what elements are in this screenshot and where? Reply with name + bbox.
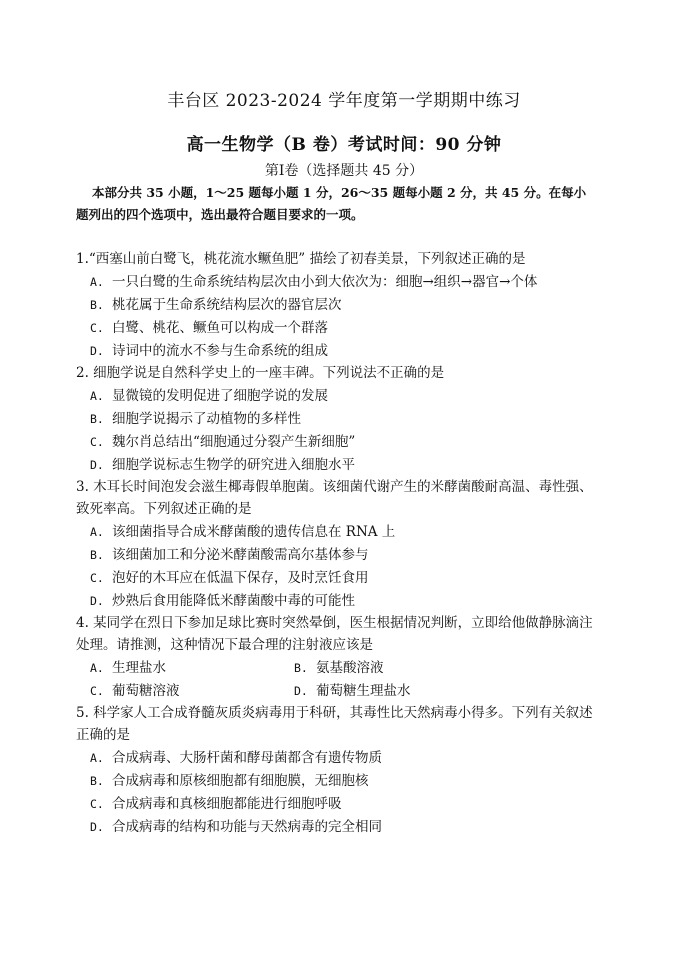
- question-4-option-c: [90, 680, 180, 702]
- option-label: A.: [90, 751, 104, 765]
- question-1-option-c: [90, 317, 328, 339]
- instructions-line-2: 题列出的四个选项中，选出最符合题目要求的一项。: [76, 207, 364, 222]
- option-text: 白鹭、桃花、鳜鱼可以构成一个群落: [112, 320, 328, 336]
- option-label: A.: [90, 389, 104, 403]
- option-label: C.: [90, 797, 104, 811]
- question-4-option-a: [90, 657, 166, 679]
- question-3-option-d: [90, 590, 355, 612]
- question-1-stem: 1.“西塞山前白鹭飞，桃花流水鳜鱼肥” 描绘了初春美景，下列叙述正确的是: [76, 251, 526, 267]
- option-text: 葡萄糖溶液: [112, 683, 180, 699]
- question-2-option-c: [90, 431, 355, 453]
- option-label: A.: [90, 661, 104, 675]
- question-3-option-a: [90, 521, 395, 543]
- option-label: B.: [90, 548, 104, 562]
- option-text: 合成病毒和原核细胞都有细胞膜，无细胞核: [112, 773, 369, 789]
- option-label: B.: [90, 412, 104, 426]
- option-label: C.: [90, 684, 104, 698]
- question-5-option-b: [90, 770, 369, 792]
- option-text: 诗词中的流水不参与生命系统的组成: [112, 343, 328, 359]
- question-1-option-b: [90, 294, 342, 316]
- instructions-line-1: 本部分共 35 小题，1～25 题每小题 1 分，26～35 题每小题 2 分，共 45 分。在每小: [92, 185, 587, 200]
- option-label: B.: [90, 298, 104, 312]
- option-label: B.: [90, 774, 104, 788]
- option-label: A.: [90, 525, 104, 539]
- option-text: 泡好的木耳应在低温下保存，及时烹饪食用: [112, 570, 369, 586]
- question-4-stem-line-1: 4. 某同学在烈日下参加足球比赛时突然晕倒，医生根据情况判断，立即给他做静脉滴注: [76, 615, 593, 631]
- option-text: 该细菌指导合成米酵菌酸的遗传信息在 RNA 上: [112, 524, 396, 540]
- option-label: B.: [294, 661, 308, 675]
- option-text: 显微镜的发明促进了细胞学说的发展: [112, 388, 328, 404]
- question-5-stem-line-1: 5. 科学家人工合成脊髓灰质炎病毒用于科研，其毒性比天然病毒小得多。下列有关叙述: [76, 705, 593, 721]
- option-text: 炒熟后食用能降低米酵菌酸中毒的可能性: [112, 593, 355, 609]
- question-4-option-b: [294, 657, 384, 679]
- question-3-stem-line-1: 3. 木耳长时间泡发会滋生椰毒假单胞菌。该细菌代谢产生的米酵菌酸耐高温、毒性强、: [76, 479, 593, 495]
- option-text: 合成病毒的结构和功能与天然病毒的完全相同: [112, 819, 382, 835]
- question-2-stem: 2. 细胞学说是自然科学史上的一座丰碑。下列说法不正确的是: [76, 365, 445, 381]
- option-text: 细胞学说揭示了动植物的多样性: [112, 411, 301, 427]
- option-label: D.: [90, 458, 104, 472]
- option-text: 该细菌加工和分泌米酵菌酸需高尔基体参与: [112, 547, 369, 563]
- option-text: 氨基酸溶液: [316, 660, 384, 676]
- option-text: 一只白鹭的生命系统结构层次由小到大依次为：细胞→组织→器官→个体: [112, 274, 538, 290]
- exam-subtitle: 高一生物学（B 卷）考试时间：90 分钟: [186, 135, 502, 155]
- question-3-option-c: [90, 567, 369, 589]
- question-3-stem-line-2: 致死率高。下列叙述正确的是: [76, 501, 252, 517]
- question-3-option-b: [90, 544, 369, 566]
- question-5-option-c: [90, 793, 342, 815]
- question-2-option-b: [90, 408, 301, 430]
- option-label: D.: [90, 344, 104, 358]
- option-text: 葡萄糖生理盐水: [316, 683, 411, 699]
- question-4-stem-line-2: 处理。请推测，这种情况下最合理的注射液应该是: [76, 637, 373, 653]
- option-label: D.: [294, 684, 308, 698]
- option-text: 桃花属于生命系统结构层次的器官层次: [112, 297, 342, 313]
- option-text: 生理盐水: [112, 660, 166, 676]
- question-1-option-d: [90, 340, 328, 362]
- option-text: 魏尔肖总结出“细胞通过分裂产生新细胞”: [112, 434, 356, 450]
- option-label: A.: [90, 275, 104, 289]
- question-1-option-a: [90, 271, 537, 293]
- option-text: 合成病毒和真核细胞都能进行细胞呼吸: [112, 796, 342, 812]
- exam-title: 丰台区 2023-2024 学年度第一学期期中练习: [167, 91, 521, 111]
- section-heading: 第Ⅰ卷（选择题共 45 分）: [264, 163, 424, 179]
- option-text: 合成病毒、大肠杆菌和酵母菌都含有遗传物质: [112, 750, 382, 766]
- option-label: D.: [90, 820, 104, 834]
- question-2-option-d: [90, 454, 355, 476]
- question-4-option-d: [294, 680, 411, 702]
- question-5-option-a: [90, 747, 382, 769]
- option-label: D.: [90, 594, 104, 608]
- option-label: C.: [90, 571, 104, 585]
- question-5-stem-line-2: 正确的是: [76, 727, 130, 743]
- option-label: C.: [90, 321, 104, 335]
- option-label: C.: [90, 435, 104, 449]
- option-text: 细胞学说标志生物学的研究进入细胞水平: [112, 457, 355, 473]
- question-5-option-d: [90, 816, 382, 838]
- question-2-option-a: [90, 385, 328, 407]
